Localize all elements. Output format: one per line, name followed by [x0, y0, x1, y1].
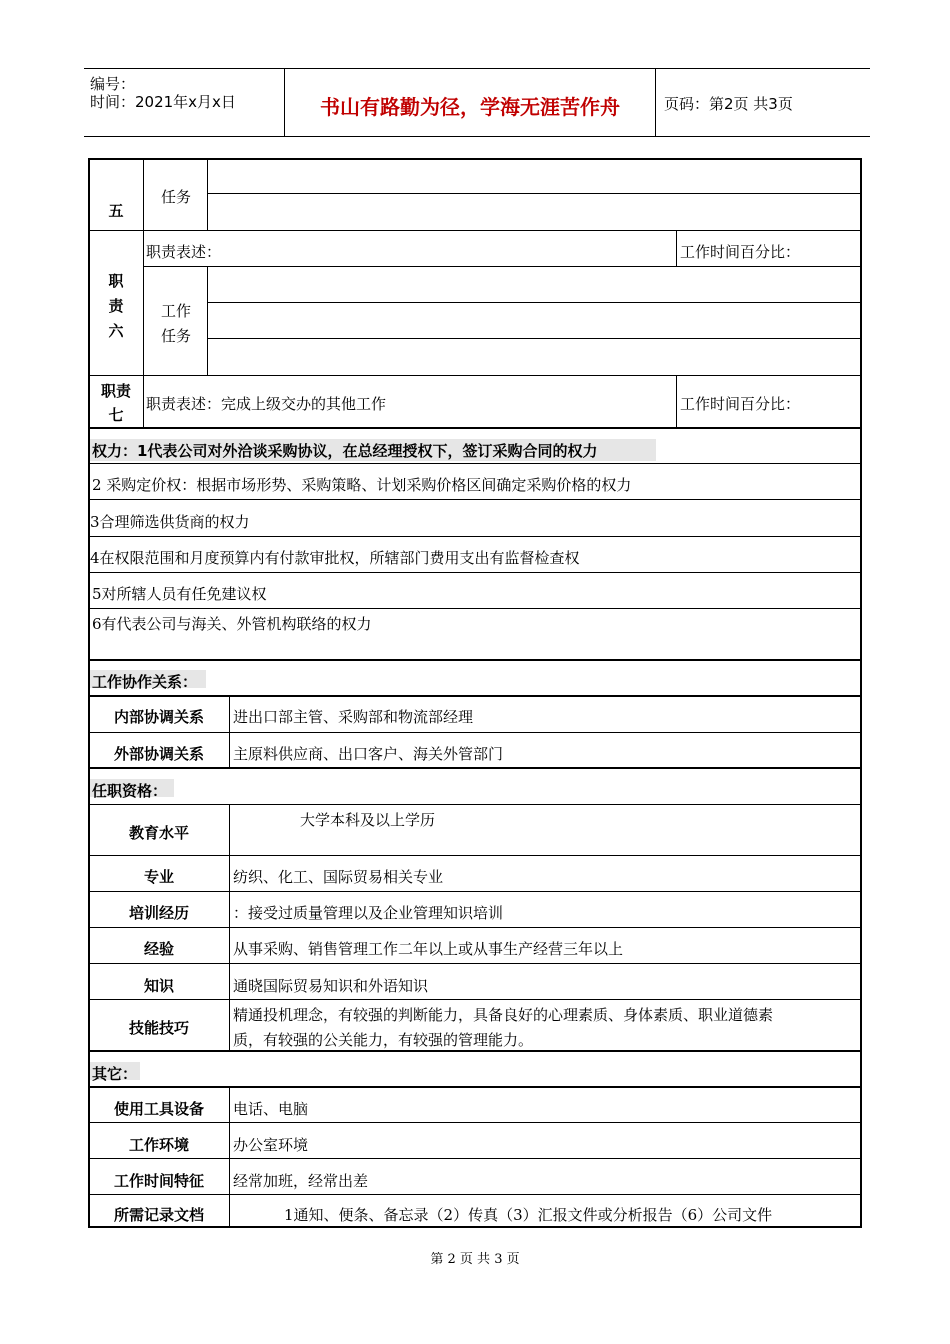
education-value: 大学本科及以上学历 — [300, 811, 436, 829]
duty6-label-line1: 职 — [108, 272, 124, 290]
authority-item: 4在权限范围和月度预算内有付款审批权，所辖部门费用支出有监督检查权 — [90, 549, 580, 567]
header-page-cell — [656, 69, 870, 136]
header-motto: 书山有路勤为径，学海无涯苦作舟 — [320, 95, 620, 119]
environment-value: 办公室环境 — [233, 1136, 309, 1154]
skills-value-line2: 质，有较强的公关能力，有较强的管理能力。 — [233, 1031, 534, 1049]
skills-value-line1: 精通投机理念，有较强的判断能力，具备良好的心理素质、身体素质、职业道德素 — [233, 1006, 774, 1024]
training-label: 培训经历 — [128, 904, 189, 922]
authority-item: 6有代表公司与海关、外管机构联络的权力 — [92, 615, 372, 633]
external-coordination-label: 外部协调关系 — [113, 745, 204, 763]
duty6-description-label: 职责表述： — [146, 243, 222, 261]
header-page-number: 页码：第2页 共3页 — [664, 95, 793, 113]
records-label: 所需记录文档 — [113, 1206, 204, 1224]
training-value: ：接受过质量管理以及企业管理知识培训 — [233, 904, 504, 922]
duty7-label-line2: 七 — [108, 406, 124, 424]
qualification-title: 任职资格： — [92, 782, 168, 800]
duty7-label-line1: 职责 — [100, 382, 131, 400]
duty6-task-label-line1: 工作 — [160, 302, 191, 320]
environment-label: 工作环境 — [128, 1136, 189, 1154]
page-header — [84, 68, 870, 137]
external-coordination-value: 主原料供应商、出口客户、海关外管部门 — [233, 745, 504, 763]
tools-label: 使用工具设备 — [113, 1100, 204, 1118]
work-time-label: 工作时间特征 — [113, 1172, 204, 1190]
others-title: 其它： — [92, 1065, 138, 1083]
authority-item: 5对所辖人员有任免建议权 — [92, 585, 267, 603]
duty5-task-label: 任务 — [160, 188, 191, 206]
work-time-value: 经常加班，经常出差 — [233, 1172, 369, 1190]
authority-item: 3合理筛选供货商的权力 — [90, 513, 250, 531]
duty6-label-line2: 责 — [108, 297, 124, 315]
duty5-label: 五 — [108, 202, 124, 220]
major-label: 专业 — [143, 868, 174, 886]
internal-coordination-value: 进出口部主管、采购部和物流部经理 — [233, 708, 474, 726]
authority-title: 权力：1代表公司对外洽谈采购协议，在总经理授权下，签订采购合同的权力 — [92, 442, 598, 460]
internal-coordination-label: 内部协调关系 — [113, 708, 204, 726]
header-motto-cell — [285, 69, 656, 136]
header-meta-cell — [84, 69, 285, 136]
duty6-label-line3: 六 — [108, 322, 124, 340]
major-value: 纺织、化工、国际贸易相关专业 — [233, 868, 444, 886]
experience-label: 经验 — [143, 940, 174, 958]
education-label: 教育水平 — [128, 824, 189, 842]
cooperation-title: 工作协作关系： — [92, 673, 198, 691]
records-value: 1通知、便条、备忘录（2）传真（3）汇报文件或分析报告（6）公司文件 — [284, 1206, 773, 1224]
knowledge-label: 知识 — [143, 977, 174, 995]
document-date-label: 时间：2021年x月x日 — [90, 93, 236, 111]
document-number-label: 编号： — [90, 75, 136, 93]
authority-item: 2 采购定价权：根据市场形势、采购策略、计划采购价格区间确定采购价格的权力 — [92, 476, 632, 494]
skills-label: 技能技巧 — [128, 1019, 189, 1037]
job-description-form — [88, 158, 862, 1228]
knowledge-value: 通晓国际贸易知识和外语知识 — [233, 977, 429, 995]
tools-value: 电话、电脑 — [233, 1100, 309, 1118]
duty7-time-percent-label: 工作时间百分比： — [680, 395, 801, 413]
duty6-time-percent-label: 工作时间百分比： — [680, 243, 801, 261]
duty7-description: 职责表述：完成上级交办的其他工作 — [146, 395, 387, 413]
duty6-task-label-line2: 任务 — [160, 327, 191, 345]
page-footer: 第 2 页 共 3 页 — [430, 1252, 520, 1267]
experience-value: 从事采购、销售管理工作二年以上或从事生产经营三年以上 — [233, 940, 624, 958]
